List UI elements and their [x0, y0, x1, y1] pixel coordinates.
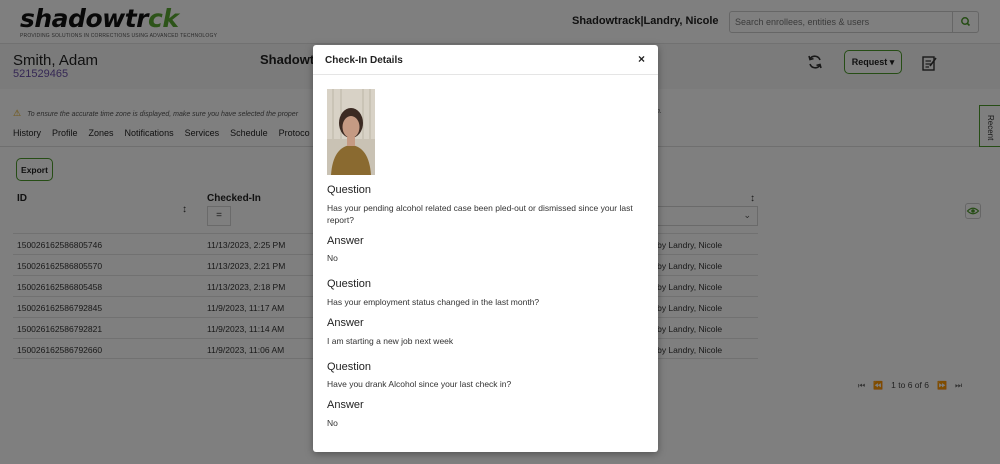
- answer-heading: Answer: [327, 235, 364, 247]
- check-in-details-modal: [313, 45, 658, 452]
- answer-text: No: [327, 253, 338, 263]
- answer-heading: Answer: [327, 317, 364, 329]
- question-heading: Question: [327, 361, 372, 373]
- question-heading: Question: [327, 184, 372, 196]
- answer-text: No: [327, 418, 338, 428]
- check-in-photo[interactable]: [327, 89, 375, 175]
- question-text: Has your employment status changed in the last month?: [327, 297, 540, 307]
- person-photo-icon: [327, 89, 375, 175]
- answer-heading: Answer: [327, 399, 364, 411]
- question-text: Has your pending alcohol related case been pled-out or dismissed since your last report?: [327, 203, 633, 225]
- close-button[interactable]: ×: [638, 52, 646, 66]
- question-text: Have you drank Alcohol since your last check in?: [327, 379, 512, 389]
- question-heading: Question: [327, 278, 372, 290]
- answer-text: I am starting a new job next week: [327, 336, 454, 346]
- modal-header: [313, 45, 658, 75]
- modal-title: Check-In Details: [325, 55, 403, 66]
